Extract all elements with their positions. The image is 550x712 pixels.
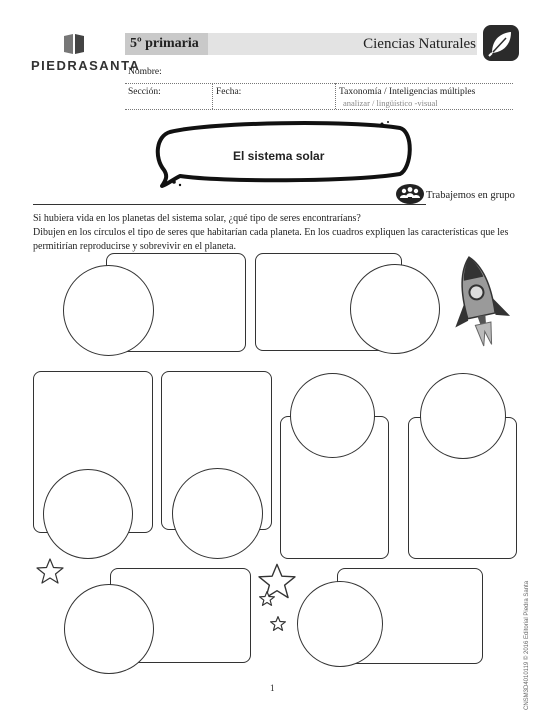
instructions-text: Dibujen en los círculos el tipo de seres que habitarían cada planeta. En los cuadros expliquen las características que les permitirían reproducirse y sobrevivir en el planeta. [33,227,509,252]
star-icon [270,616,286,631]
publisher-logo: PIEDRASANTA [31,58,141,73]
divider [125,109,513,110]
book-logo-icon [62,32,86,56]
drawing-circle-8[interactable] [297,581,383,667]
drawing-circle-1[interactable] [63,265,154,356]
drawing-circle-2[interactable] [350,264,440,354]
grade-label: 5º primaria [125,33,208,55]
copyright-credit: CNSM3D4010119 © 2016 Editorial Piedra Santa [524,580,530,710]
drawing-circle-4[interactable] [172,468,263,559]
taxonomy-label: Taxonomía / Inteligencias múltiples [339,87,476,97]
date-label: Fecha: [216,87,242,97]
star-icon [36,558,64,584]
leaf-icon [482,24,520,62]
rocket-icon [440,254,520,364]
question-text: Si hubiera vida en los planetas del sistema solar, ¿qué tipo de seres encontraríans? [33,213,361,224]
subject-title: Ciencias Naturales [363,36,476,52]
taxonomy-value: analizar / lingüístico -visual [343,98,438,108]
drawing-circle-3[interactable] [43,469,133,559]
drawing-circle-5[interactable] [290,373,375,458]
page-title: El sistema solar [233,149,325,163]
name-field[interactable] [125,83,513,84]
divider [212,83,213,109]
divider [33,204,426,205]
drawing-circle-6[interactable] [420,373,506,459]
page-number: 1 [270,683,275,693]
group-icon [396,184,424,204]
name-label: Nombre: [128,67,162,77]
section-label: Sección: [128,87,161,97]
group-work-label: Trabajemos en grupo [426,190,515,201]
drawing-circle-7[interactable] [64,584,154,674]
divider [335,83,336,109]
star-icon [259,591,275,606]
